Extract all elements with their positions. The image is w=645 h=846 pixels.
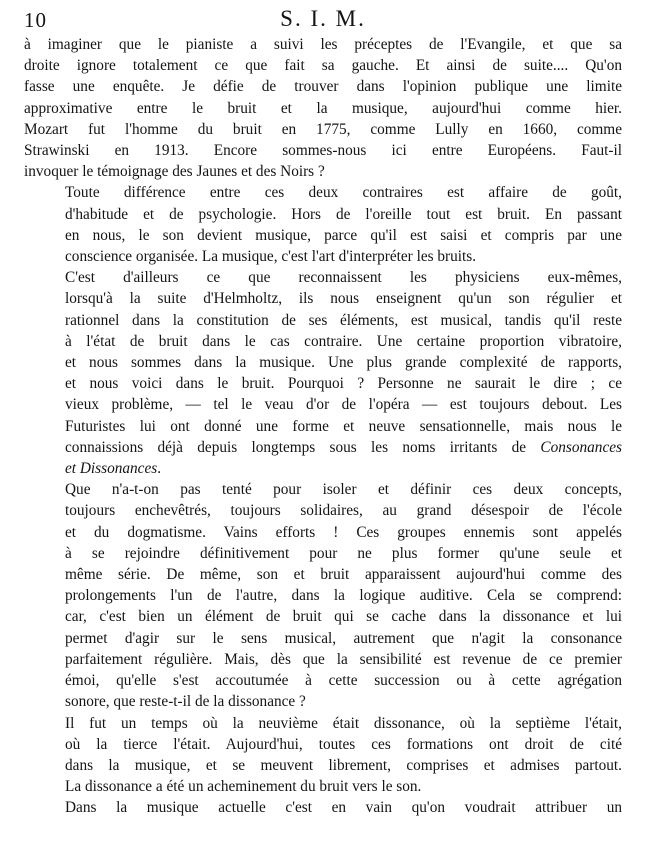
paragraph xyxy=(24,797,622,818)
text-line: droite ignore totalement ce que fait sa gauche. Et ainsi de suite.... Qu'on xyxy=(24,57,622,75)
text-line: Il fut un temps où la neuvième était dissonance, où la septième l'était, xyxy=(65,714,622,732)
italic-term: et Dissonances xyxy=(65,460,158,478)
text-line: et nous sommes dans la musique. Une plus grande complexité de rapports, xyxy=(65,354,622,372)
text-line: La dissonance a été un acheminement du bruit vers le son. xyxy=(65,778,422,796)
page-number: 10 xyxy=(24,8,47,32)
text-line: à se rejoindre définitivement pour ne plus former qu'une seule et xyxy=(65,544,622,562)
running-head: S. I. M. xyxy=(280,6,366,31)
text-line: car, c'est bien un élément de bruit qui se cache dans la dissonance et lui xyxy=(65,608,622,626)
book-page xyxy=(24,4,622,819)
text-line: et du dogmatisme. Vains efforts ! Ces groupes ennemis sont appelés xyxy=(65,523,622,541)
text-line: fasse une enquête. Je défie de trouver dans l'opinion publique une limite xyxy=(24,78,622,96)
text-line: approximative entre le bruit et la musique, aujourd'hui comme hier. xyxy=(24,99,622,117)
text-line: Que n'a-t-on pas tenté pour isoler et définir ces deux concepts, xyxy=(65,481,622,499)
text-line: parfaitement régulière. Mais, dès que la sensibilité est revenue de ce premier xyxy=(65,650,622,668)
text-line: d'habitude et de psychologie. Hors de l'oreille tout est bruit. En passant xyxy=(65,205,622,223)
text-line: conscience organisée. La musique, c'est l'art d'interpréter les bruits. xyxy=(65,248,477,266)
text-line xyxy=(24,458,622,479)
text-line: Toute différence entre ces deux contraires est affaire de goût, xyxy=(65,184,622,202)
text-line: émoi, qu'elle s'est accoutumée à cette succession ou à cette agrégation xyxy=(65,672,622,690)
text-line: Dans la musique actuelle c'est en vain qu'on voudrait attribuer un xyxy=(65,799,622,817)
paragraph xyxy=(24,713,622,798)
paragraph xyxy=(24,34,622,182)
text-line: permet d'agir sur le sens musical, autrement que n'agit la consonance xyxy=(65,629,622,647)
text-line: sonore, que reste-t-il de la dissonance ? xyxy=(65,693,306,711)
text-line: et nous voici dans le bruit. Pourquoi ? Personne ne saurait le dire ; ce xyxy=(65,375,622,393)
text-line: même série. De même, son et bruit apparaissent aujourd'hui comme des xyxy=(65,566,622,584)
text-line: à l'état de bruit dans le cas contraire. Une certaine proportion vibratoire, xyxy=(65,332,622,350)
text-line: C'est d'ailleurs ce que reconnaissent les physiciens eux-mêmes, xyxy=(65,269,622,287)
text-line: invoquer le témoignage des Jaunes et des Noirs ? xyxy=(24,163,325,181)
paragraph xyxy=(24,182,622,267)
paragraph xyxy=(24,267,622,479)
text-line: Mozart fut l'homme du bruit en 1775, comme Lully en 1660, comme xyxy=(24,120,622,138)
text-line: Strawinski en 1913. Encore sommes-nous ici entre Européens. Faut-il xyxy=(24,142,622,160)
text-line: lorsqu'à la suite d'Helmholtz, ils nous enseignent qu'un son régulier et xyxy=(65,290,622,308)
body-text xyxy=(24,34,622,819)
paragraph xyxy=(24,479,622,712)
text-line: dans la musique, et se meuvent librement, comprises et admises partout. xyxy=(65,756,622,774)
page-header xyxy=(24,4,622,34)
text-line: rationnel dans la constitution de ses éléments, est musical, tandis qu'il reste xyxy=(65,311,622,329)
text-line: toujours enchevêtrés, toujours solidaires, au grand désespoir de l'école xyxy=(65,502,622,520)
text-line: vieux problème, — tel le veau d'or de l'opéra — est toujours debout. Les xyxy=(65,396,622,414)
text-line: Futuristes lui ont donné une forme et neuve sensationnelle, mais nous le xyxy=(65,417,622,435)
text-line: où la tierce l'était. Aujourd'hui, toutes ces formations ont droit de cité xyxy=(65,735,622,753)
text-line: à imaginer que le pianiste a suivi les préceptes de l'Evangile, et que sa xyxy=(24,36,622,53)
text-line: prolongements l'un de l'autre, dans la logique auditive. Cela se comprend: xyxy=(65,587,622,605)
text-line: en nous, le son devient musique, parce qu'il est saisi et compris par une xyxy=(65,226,622,244)
text-segment: . xyxy=(157,460,162,478)
italic-term: Consonances xyxy=(540,438,622,456)
text-line xyxy=(24,437,622,458)
text-segment: connaissions déjà depuis longtemps sous les noms irritants de xyxy=(65,438,527,456)
